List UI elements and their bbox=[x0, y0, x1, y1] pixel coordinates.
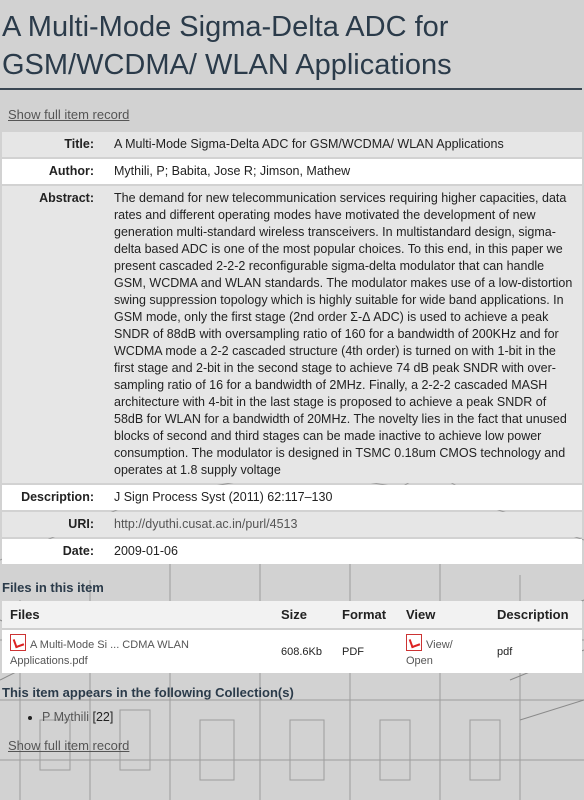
collections-heading: This item appears in the following Collection(s) bbox=[2, 685, 294, 700]
metadata-row-uri bbox=[2, 512, 582, 537]
view-open-link[interactable]: View/ Open bbox=[406, 639, 453, 667]
metadata-value: The demand for new telecommunication services requiring higher capacities, data rates and different operating modes have motivated the development of new generation multi-standard wireless transceivers. In multistandard design, sigma-delta based ADC is one of the most popular choices. To this end, in this paper we present cascaded 2-2-2 reconfigurable sigma-delta modulator that can handle GSM, WCDMA and WLAN standards. The modulator makes use of a low-distortion swing suppression topology which is highly suitable for wide band applications. In GSM mode, only the first stage (2nd order Σ-Δ ADC) is used to achieve a peak SNDR of 88dB with oversampling ratio of 160 for a bandwidth of 200KHz and for WCDMA mode a 2-2 cascaded structure (4th order) is turned on with 1-bit in the first stage and 2-bit in the second stage to achieve 74 dB peak SNDR with over-sampling ratio of 16 for a bandwidth of 2MHz. Finally, a 2-2-2 cascaded MASH architecture with 4-bit in the last stage is proposed to achieve a peak SNDR of 58dB for WLAN for a bandwidth of 20MHz. The novelty lies in the fact that unused blocks of second and third stages can be made inactive to achieve low power consumption. The modulator is designed in TSMC 0.18um CMOS technology and operates at 1.8 supply voltage bbox=[108, 186, 582, 483]
uri-link[interactable]: http://dyuthi.cusat.ac.in/purl/4513 bbox=[114, 517, 298, 531]
show-full-record-link-bottom[interactable]: Show full item record bbox=[8, 738, 130, 753]
col-format: Format bbox=[334, 601, 398, 629]
view-cell bbox=[398, 629, 489, 673]
metadata-label: Date: bbox=[2, 539, 108, 564]
metadata-value: 2009-01-06 bbox=[108, 539, 582, 564]
metadata-label: Title: bbox=[2, 132, 108, 157]
file-format: PDF bbox=[334, 629, 398, 673]
file-cell bbox=[2, 629, 273, 673]
metadata-table bbox=[2, 130, 582, 566]
collections-list bbox=[0, 710, 584, 724]
show-full-record-link-top[interactable]: Show full item record bbox=[8, 107, 130, 122]
metadata-value: A Multi-Mode Sigma-Delta ADC for GSM/WCDMA/ WLAN Applications bbox=[108, 132, 582, 157]
metadata-row-date bbox=[2, 539, 582, 564]
metadata-label: URI: bbox=[2, 512, 108, 537]
col-size: Size bbox=[273, 601, 334, 629]
metadata-value: J Sign Process Syst (2011) 62:117–130 bbox=[108, 485, 582, 510]
page-title: A Multi-Mode Sigma-Delta ADC for GSM/WCDMA/ WLAN Applications bbox=[0, 0, 582, 90]
files-heading: Files in this item bbox=[2, 580, 104, 595]
collection-link[interactable]: P Mythili bbox=[42, 710, 90, 724]
metadata-label: Author: bbox=[2, 159, 108, 184]
col-view: View bbox=[398, 601, 489, 629]
metadata-row-author bbox=[2, 159, 582, 184]
files-header-row bbox=[2, 601, 582, 629]
metadata-value: Mythili, P; Babita, Jose R; Jimson, Mathew bbox=[108, 159, 582, 184]
file-link[interactable]: A Multi-Mode Si ... CDMA WLAN Applications.pdf bbox=[10, 639, 189, 667]
metadata-row-description bbox=[2, 485, 582, 510]
file-size: 608.6Kb bbox=[273, 629, 334, 673]
pdf-icon bbox=[10, 634, 26, 651]
file-row bbox=[2, 629, 582, 673]
col-files: Files bbox=[2, 601, 273, 629]
list-item bbox=[42, 710, 584, 724]
metadata-row-title bbox=[2, 132, 582, 157]
metadata-label: Abstract: bbox=[2, 186, 108, 483]
file-description: pdf bbox=[489, 629, 582, 673]
col-description: Description bbox=[489, 601, 582, 629]
files-table bbox=[2, 601, 582, 673]
metadata-label: Description: bbox=[2, 485, 108, 510]
collection-count: [22] bbox=[92, 710, 114, 724]
metadata-value bbox=[108, 512, 582, 537]
metadata-row-abstract bbox=[2, 186, 582, 483]
pdf-icon bbox=[406, 634, 422, 651]
